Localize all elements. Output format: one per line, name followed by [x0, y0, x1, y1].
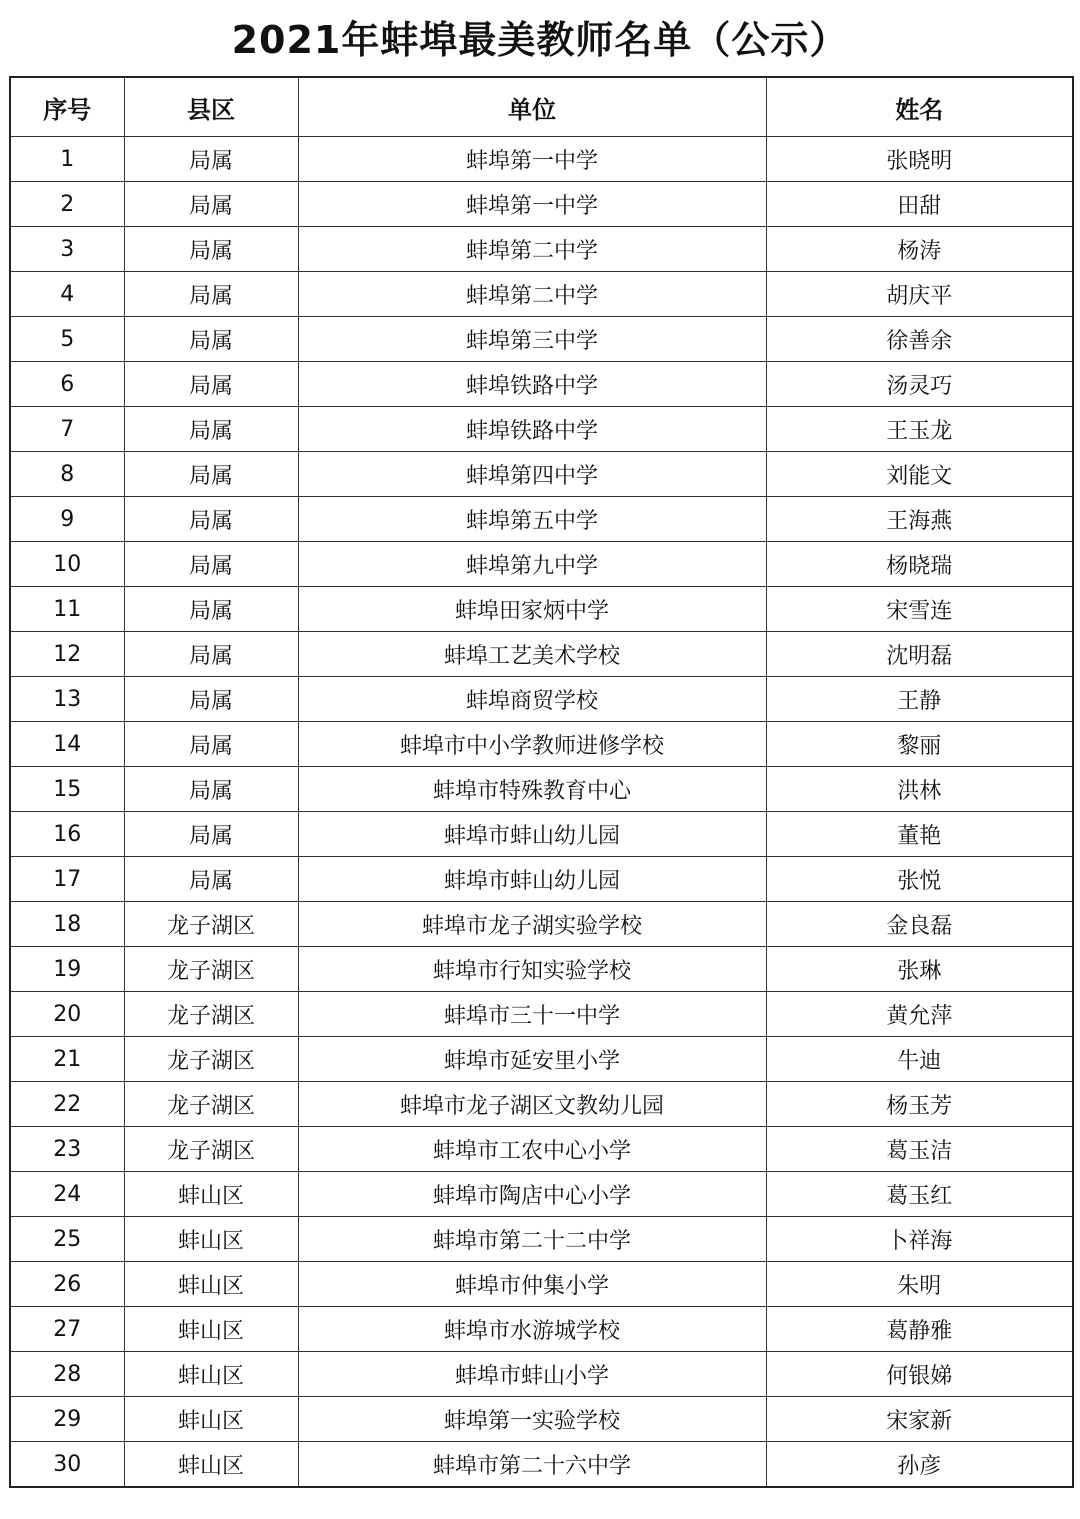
header-name: 姓名	[766, 77, 1073, 137]
cell-name: 刘能文	[766, 452, 1073, 497]
cell-name: 葛静雅	[766, 1307, 1073, 1352]
cell-name: 杨玉芳	[766, 1082, 1073, 1127]
cell-name: 徐善余	[766, 317, 1073, 362]
cell-unit: 蚌埠市第二十六中学	[298, 1442, 766, 1488]
cell-unit: 蚌埠市龙子湖区文教幼儿园	[298, 1082, 766, 1127]
cell-district: 蚌山区	[124, 1307, 298, 1352]
table-row	[10, 722, 1073, 767]
cell-name: 张晓明	[766, 137, 1073, 182]
cell-name: 朱明	[766, 1262, 1073, 1307]
table-row	[10, 1262, 1073, 1307]
cell-unit: 蚌埠市行知实验学校	[298, 947, 766, 992]
cell-unit: 蚌埠市水游城学校	[298, 1307, 766, 1352]
cell-no: 2	[10, 182, 124, 227]
cell-no: 18	[10, 902, 124, 947]
cell-no: 23	[10, 1127, 124, 1172]
cell-district: 龙子湖区	[124, 992, 298, 1037]
cell-district: 局属	[124, 497, 298, 542]
cell-no: 21	[10, 1037, 124, 1082]
cell-no: 25	[10, 1217, 124, 1262]
cell-name: 黄允萍	[766, 992, 1073, 1037]
cell-name: 王海燕	[766, 497, 1073, 542]
cell-name: 杨晓瑞	[766, 542, 1073, 587]
cell-no: 14	[10, 722, 124, 767]
cell-unit: 蚌埠市特殊教育中心	[298, 767, 766, 812]
cell-unit: 蚌埠市仲集小学	[298, 1262, 766, 1307]
cell-no: 20	[10, 992, 124, 1037]
table-row	[10, 632, 1073, 677]
cell-district: 局属	[124, 452, 298, 497]
cell-district: 局属	[124, 812, 298, 857]
cell-no: 24	[10, 1172, 124, 1217]
cell-unit: 蚌埠第五中学	[298, 497, 766, 542]
cell-unit: 蚌埠第一中学	[298, 137, 766, 182]
table-row	[10, 1082, 1073, 1127]
header-unit: 单位	[298, 77, 766, 137]
table-row	[10, 407, 1073, 452]
cell-name: 牛迪	[766, 1037, 1073, 1082]
cell-unit: 蚌埠第四中学	[298, 452, 766, 497]
table-row	[10, 677, 1073, 722]
table-body	[10, 137, 1073, 1488]
table-row	[10, 812, 1073, 857]
cell-unit: 蚌埠第一实验学校	[298, 1397, 766, 1442]
cell-name: 胡庆平	[766, 272, 1073, 317]
cell-district: 局属	[124, 677, 298, 722]
cell-name: 葛玉红	[766, 1172, 1073, 1217]
table-row	[10, 1037, 1073, 1082]
cell-unit: 蚌埠市蚌山幼儿园	[298, 812, 766, 857]
table-row	[10, 272, 1073, 317]
cell-name: 黎丽	[766, 722, 1073, 767]
cell-name: 孙彦	[766, 1442, 1073, 1488]
cell-district: 局属	[124, 542, 298, 587]
cell-district: 局属	[124, 182, 298, 227]
cell-no: 3	[10, 227, 124, 272]
cell-no: 4	[10, 272, 124, 317]
cell-district: 局属	[124, 272, 298, 317]
cell-unit: 蚌埠铁路中学	[298, 362, 766, 407]
table-row	[10, 902, 1073, 947]
cell-district: 局属	[124, 407, 298, 452]
cell-district: 局属	[124, 722, 298, 767]
cell-district: 蚌山区	[124, 1262, 298, 1307]
cell-district: 局属	[124, 857, 298, 902]
table-row	[10, 1352, 1073, 1397]
table-row	[10, 1127, 1073, 1172]
cell-no: 22	[10, 1082, 124, 1127]
cell-no: 1	[10, 137, 124, 182]
cell-no: 12	[10, 632, 124, 677]
cell-name: 汤灵巧	[766, 362, 1073, 407]
table-row	[10, 317, 1073, 362]
cell-district: 龙子湖区	[124, 947, 298, 992]
cell-name: 洪林	[766, 767, 1073, 812]
cell-district: 局属	[124, 137, 298, 182]
cell-unit: 蚌埠市龙子湖实验学校	[298, 902, 766, 947]
cell-no: 11	[10, 587, 124, 632]
cell-unit: 蚌埠第三中学	[298, 317, 766, 362]
cell-unit: 蚌埠工艺美术学校	[298, 632, 766, 677]
cell-no: 16	[10, 812, 124, 857]
table-row	[10, 947, 1073, 992]
cell-unit: 蚌埠商贸学校	[298, 677, 766, 722]
cell-name: 宋雪连	[766, 587, 1073, 632]
cell-unit: 蚌埠市三十一中学	[298, 992, 766, 1037]
cell-unit: 蚌埠市陶店中心小学	[298, 1172, 766, 1217]
cell-name: 董艳	[766, 812, 1073, 857]
cell-no: 27	[10, 1307, 124, 1352]
table-row	[10, 137, 1073, 182]
cell-name: 王静	[766, 677, 1073, 722]
cell-district: 局属	[124, 587, 298, 632]
table-row	[10, 542, 1073, 587]
cell-unit: 蚌埠第一中学	[298, 182, 766, 227]
page-title: 2021年蚌埠最美教师名单（公示）	[231, 18, 849, 62]
cell-no: 29	[10, 1397, 124, 1442]
cell-unit: 蚌埠市延安里小学	[298, 1037, 766, 1082]
cell-district: 蚌山区	[124, 1442, 298, 1488]
cell-name: 金良磊	[766, 902, 1073, 947]
cell-unit: 蚌埠田家炳中学	[298, 587, 766, 632]
teacher-roster-table	[9, 76, 1074, 1488]
cell-no: 15	[10, 767, 124, 812]
table-row	[10, 227, 1073, 272]
cell-unit: 蚌埠市工农中心小学	[298, 1127, 766, 1172]
cell-district: 局属	[124, 362, 298, 407]
table-row	[10, 497, 1073, 542]
cell-no: 13	[10, 677, 124, 722]
cell-no: 17	[10, 857, 124, 902]
table-row	[10, 1397, 1073, 1442]
cell-no: 5	[10, 317, 124, 362]
table-row	[10, 1172, 1073, 1217]
cell-district: 蚌山区	[124, 1352, 298, 1397]
cell-name: 张琳	[766, 947, 1073, 992]
cell-name: 葛玉洁	[766, 1127, 1073, 1172]
cell-no: 7	[10, 407, 124, 452]
cell-no: 10	[10, 542, 124, 587]
cell-unit: 蚌埠铁路中学	[298, 407, 766, 452]
cell-unit: 蚌埠市中小学教师进修学校	[298, 722, 766, 767]
cell-name: 王玉龙	[766, 407, 1073, 452]
cell-district: 蚌山区	[124, 1217, 298, 1262]
header-no: 序号	[10, 77, 124, 137]
cell-district: 局属	[124, 632, 298, 677]
cell-unit: 蚌埠市第二十二中学	[298, 1217, 766, 1262]
table-row	[10, 767, 1073, 812]
table-row	[10, 452, 1073, 497]
cell-no: 19	[10, 947, 124, 992]
cell-district: 局属	[124, 227, 298, 272]
table-row	[10, 857, 1073, 902]
cell-no: 6	[10, 362, 124, 407]
cell-no: 9	[10, 497, 124, 542]
cell-unit: 蚌埠第二中学	[298, 227, 766, 272]
cell-name: 何银娣	[766, 1352, 1073, 1397]
cell-unit: 蚌埠市蚌山幼儿园	[298, 857, 766, 902]
cell-no: 26	[10, 1262, 124, 1307]
table-row	[10, 1442, 1073, 1488]
table-row	[10, 182, 1073, 227]
cell-unit: 蚌埠市蚌山小学	[298, 1352, 766, 1397]
cell-name: 卜祥海	[766, 1217, 1073, 1262]
cell-name: 田甜	[766, 182, 1073, 227]
table-header-row	[10, 77, 1073, 137]
cell-unit: 蚌埠第九中学	[298, 542, 766, 587]
cell-district: 局属	[124, 767, 298, 812]
table-row	[10, 587, 1073, 632]
table-row	[10, 1307, 1073, 1352]
cell-no: 8	[10, 452, 124, 497]
cell-district: 龙子湖区	[124, 1037, 298, 1082]
cell-name: 张悦	[766, 857, 1073, 902]
cell-district: 龙子湖区	[124, 1082, 298, 1127]
cell-district: 龙子湖区	[124, 1127, 298, 1172]
bottom-margin	[0, 1494, 1080, 1519]
cell-name: 宋家新	[766, 1397, 1073, 1442]
cell-name: 杨涛	[766, 227, 1073, 272]
header-district: 县区	[124, 77, 298, 137]
table-row	[10, 362, 1073, 407]
cell-district: 龙子湖区	[124, 902, 298, 947]
cell-district: 蚌山区	[124, 1172, 298, 1217]
cell-no: 28	[10, 1352, 124, 1397]
cell-district: 蚌山区	[124, 1397, 298, 1442]
table-row	[10, 1217, 1073, 1262]
cell-no: 30	[10, 1442, 124, 1488]
cell-unit: 蚌埠第二中学	[298, 272, 766, 317]
cell-name: 沈明磊	[766, 632, 1073, 677]
table-row	[10, 992, 1073, 1037]
cell-district: 局属	[124, 317, 298, 362]
